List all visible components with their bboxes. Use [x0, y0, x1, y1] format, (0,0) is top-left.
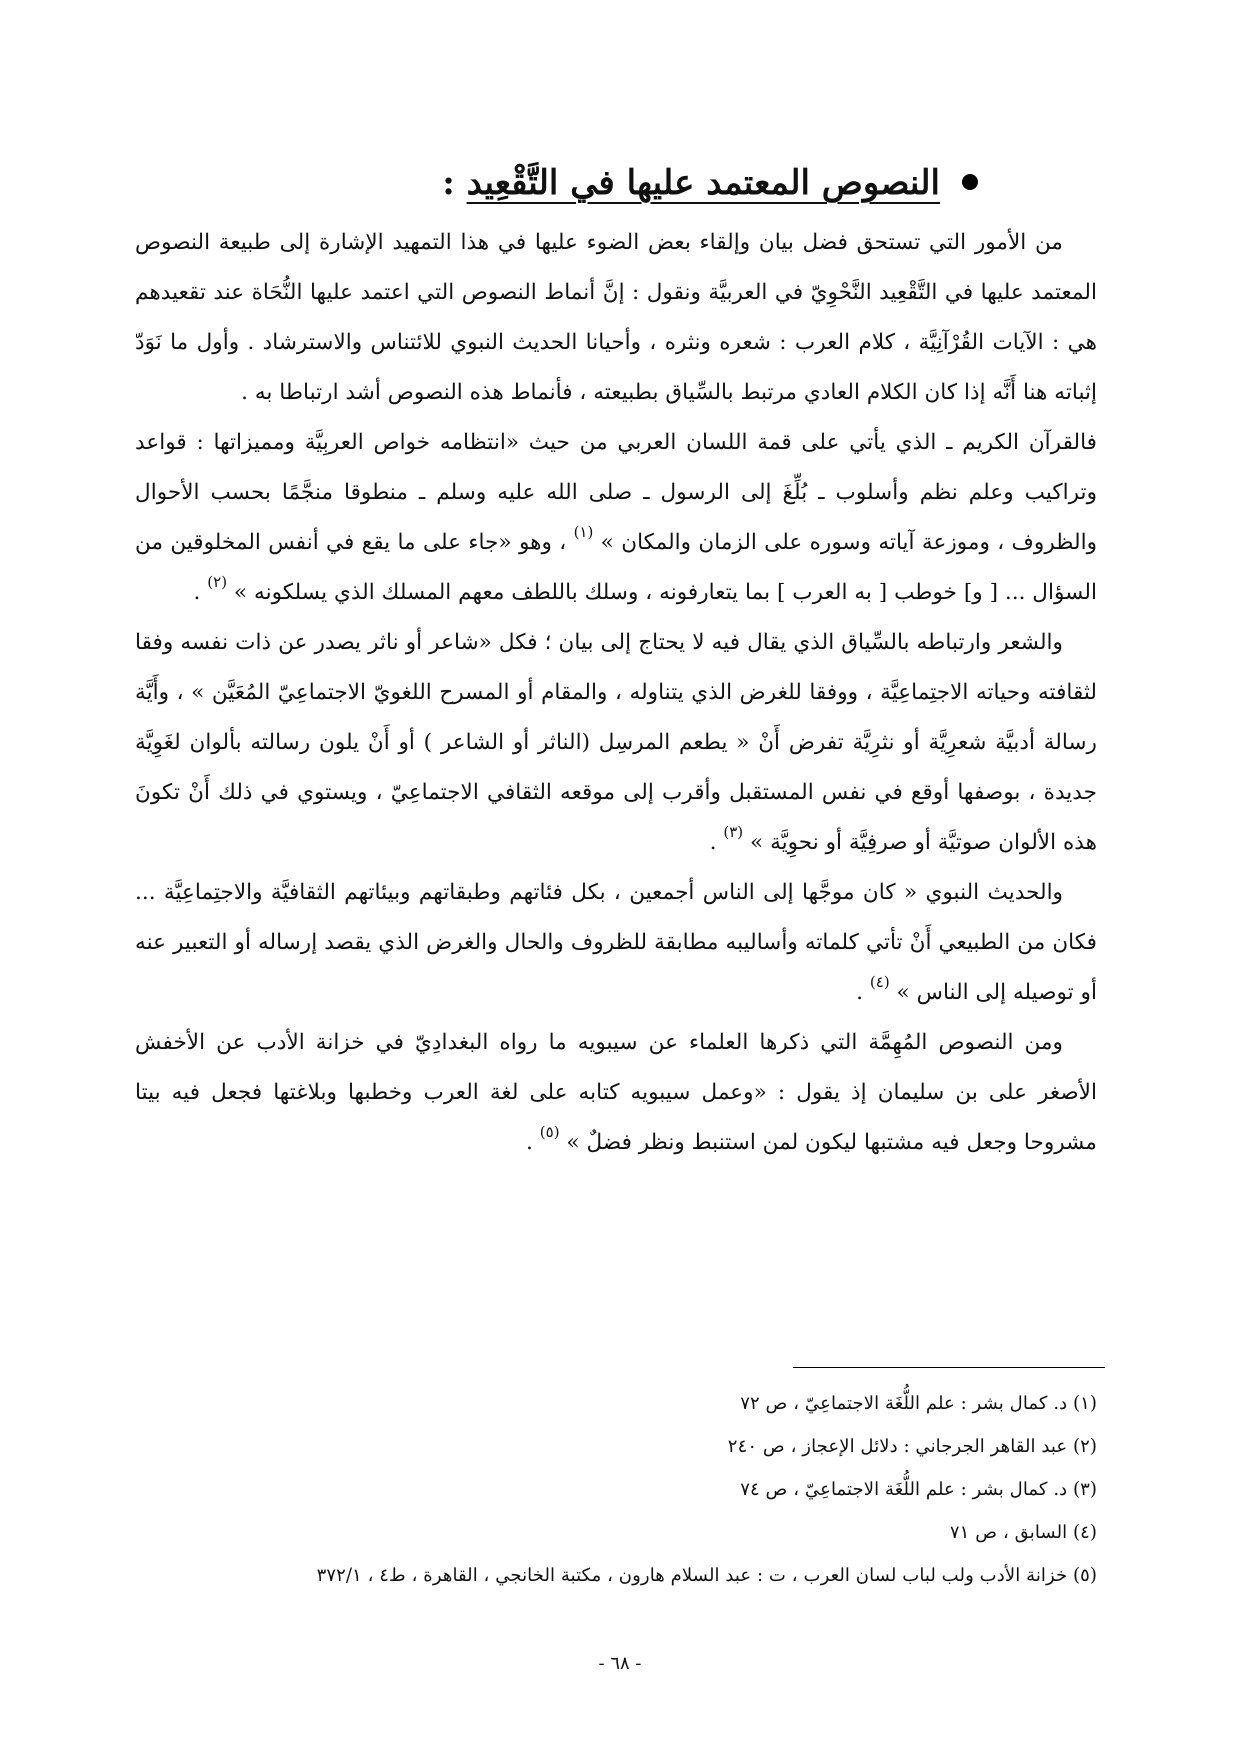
- footnote-ref[interactable]: (١): [573, 522, 594, 541]
- footnote-ref[interactable]: (٢): [207, 572, 228, 591]
- footnote-item: (٣) د. كمال بشر : علم اللُّغَة الاجتماعِيّ ، ص ٧٤: [740, 1479, 1097, 1500]
- paragraph-segment: .: [526, 1130, 540, 1155]
- footnote-ref[interactable]: (٣): [723, 822, 744, 841]
- section-heading-colon: :: [442, 163, 467, 203]
- footnote-ref[interactable]: (٤): [869, 972, 890, 991]
- bullet-icon: [962, 174, 978, 190]
- page-number: - ٦٨ -: [598, 1653, 642, 1674]
- footnote-divider: [793, 1367, 1105, 1368]
- paragraph-segment: والشعر وارتباطه بالسِّياق الذي يقال فيه لا يحتاج إلى بيان ؛ فكل «شاعر أو ناثر يصدر عن ذات نفسه وفقا لثقافته وحياته الاجتِماعِيَّة ، ووفقا للغرض الذي يتناوله ، والمقام أو المسرح اللغويّ الاجتماعِيّ المُعَيَّن » ، وأَيَّة رسالة أدبيَّة شعرِيَّة أو نثرِيَّة تفرض أَنْ « يطعم المرسِل (الناثر أو الشاعر ) أو أَنْ يلون رسالته بألوان لغَوِيَّة جديدة ، بوصفها أوقع في نفس المستقبل وأقرب إلى موقعه الثقافي الاجتماعِيّ ، ويستوي في ذلك أَنْ تكونَ هذه الألوان صوتيَّة أو صرفِيَّة أو نحوِيَّة »: [135, 630, 1097, 855]
- section-heading-title: النصوص المعتمد عليها في التَّقْعِيد: [466, 163, 940, 203]
- paragraph-segment: من الأمور التي تستحق فضل بيان وإلقاء بعض الضوء عليها في هذا التمهيد الإشارة إلى طبيعة النصوص المعتمد عليها في التَّقْعِيد النَّحْوِيّ في العربيَّة ونقول : إنَّ أنماط النصوص التي اعتمد عليها النُّحَاة عند تقعيدهم هي : الآيات القُرْآنِيَّة ، كلام العرب : شعره ونثره ، وأحيانا الحديث النبوي للائتناس والاسترشاد . وأول ما نَوَدّ إثباته هنا أَنَّه إذا كان الكلام العادي مرتبط بالسِّياق بطبيعته ، فأنماط هذه النصوص أشد ارتباطا به .: [135, 230, 1097, 405]
- body-text: [135, 218, 1097, 1168]
- paragraph-segment: .: [856, 980, 870, 1005]
- footnote-item: (٤) السابق ، ص ٧١: [949, 1522, 1097, 1543]
- footnote-item: (٥) خزانة الأدب ولب لباب لسان العرب ، ت : عبد السلام هارون ، مكتبة الخانجي ، القاهرة ، ط٤ ، ٣٧٢/١: [316, 1565, 1097, 1586]
- paragraph-segment: .: [709, 830, 724, 855]
- paragraph-segment: والحديث النبوي « كان موجَّها إلى الناس أجمعين ، بكل فئاتهم وطبقاتهم وبيئاتهم الثقافيَّة والاجتِماعِيَّة ... فكان من الطبيعي أَنْ تأتي كلماته وأساليبه مطابقة للظروف والحال والغرض الذي يقصد إرساله أو التعبير عنه أو توصيله إلى الناس »: [135, 880, 1097, 1005]
- section-heading: [118, 158, 978, 208]
- paragraph-sibawayh: [135, 1018, 1097, 1168]
- footnote-ref[interactable]: (٥): [539, 1122, 560, 1141]
- paragraph-segment: ومن النصوص المُهِمَّة التي ذكرها العلماء عن سيبويه ما رواه البغدادِيّ في خزانة الأدب عن الأخفش الأصغر على بن سليمان إذ يقول : «وعمل سيبويه كتابه على لغة العرب وخطبها وبلاغتها فجعل فيه بيتا مشروحا وجعل فيه مشتبها ليكون لمن استنبط ونظر فضلٌ »: [135, 1030, 1097, 1155]
- paragraph-poetry: [135, 618, 1097, 868]
- paragraph-text-sources: [135, 218, 1097, 418]
- footnote-item: (٢) عبد القاهر الجرجاني : دلائل الإعجاز ، ص ٢٤٠: [727, 1436, 1097, 1457]
- paragraph-segment: ، وهو «جاء على ما يقع في أنفس المخلوقين من السؤال ... [ و] خوطب [ به العرب ] بما يتعارفونه ، وسلك باللطف معهم المسلك الذي يسلكونه »: [135, 530, 1097, 605]
- paragraph-segment: فالقرآن الكريم ـ الذي يأتي على قمة اللسان العربي من حيث «انتظامه خواص العربِيَّة ومميزاتها : قواعد وتراكيب وعلم نظم وأسلوب ـ بُلِّغَ إلى الرسول ـ صلى الله عليه وسلم ـ منطوقا منجَّمًا بحسب الأحوال والظروف ، وموزعة آياته وسوره على الزمان والمكان »: [135, 430, 1097, 555]
- footnotes: [135, 1382, 1097, 1597]
- paragraph-quran: [135, 418, 1097, 618]
- paragraph-hadith: [135, 868, 1097, 1018]
- paragraph-segment: .: [193, 580, 208, 605]
- footnote-item: (١) د. كمال بشر : علم اللُّغَة الاجتماعِيّ ، ص ٧٢: [740, 1393, 1097, 1414]
